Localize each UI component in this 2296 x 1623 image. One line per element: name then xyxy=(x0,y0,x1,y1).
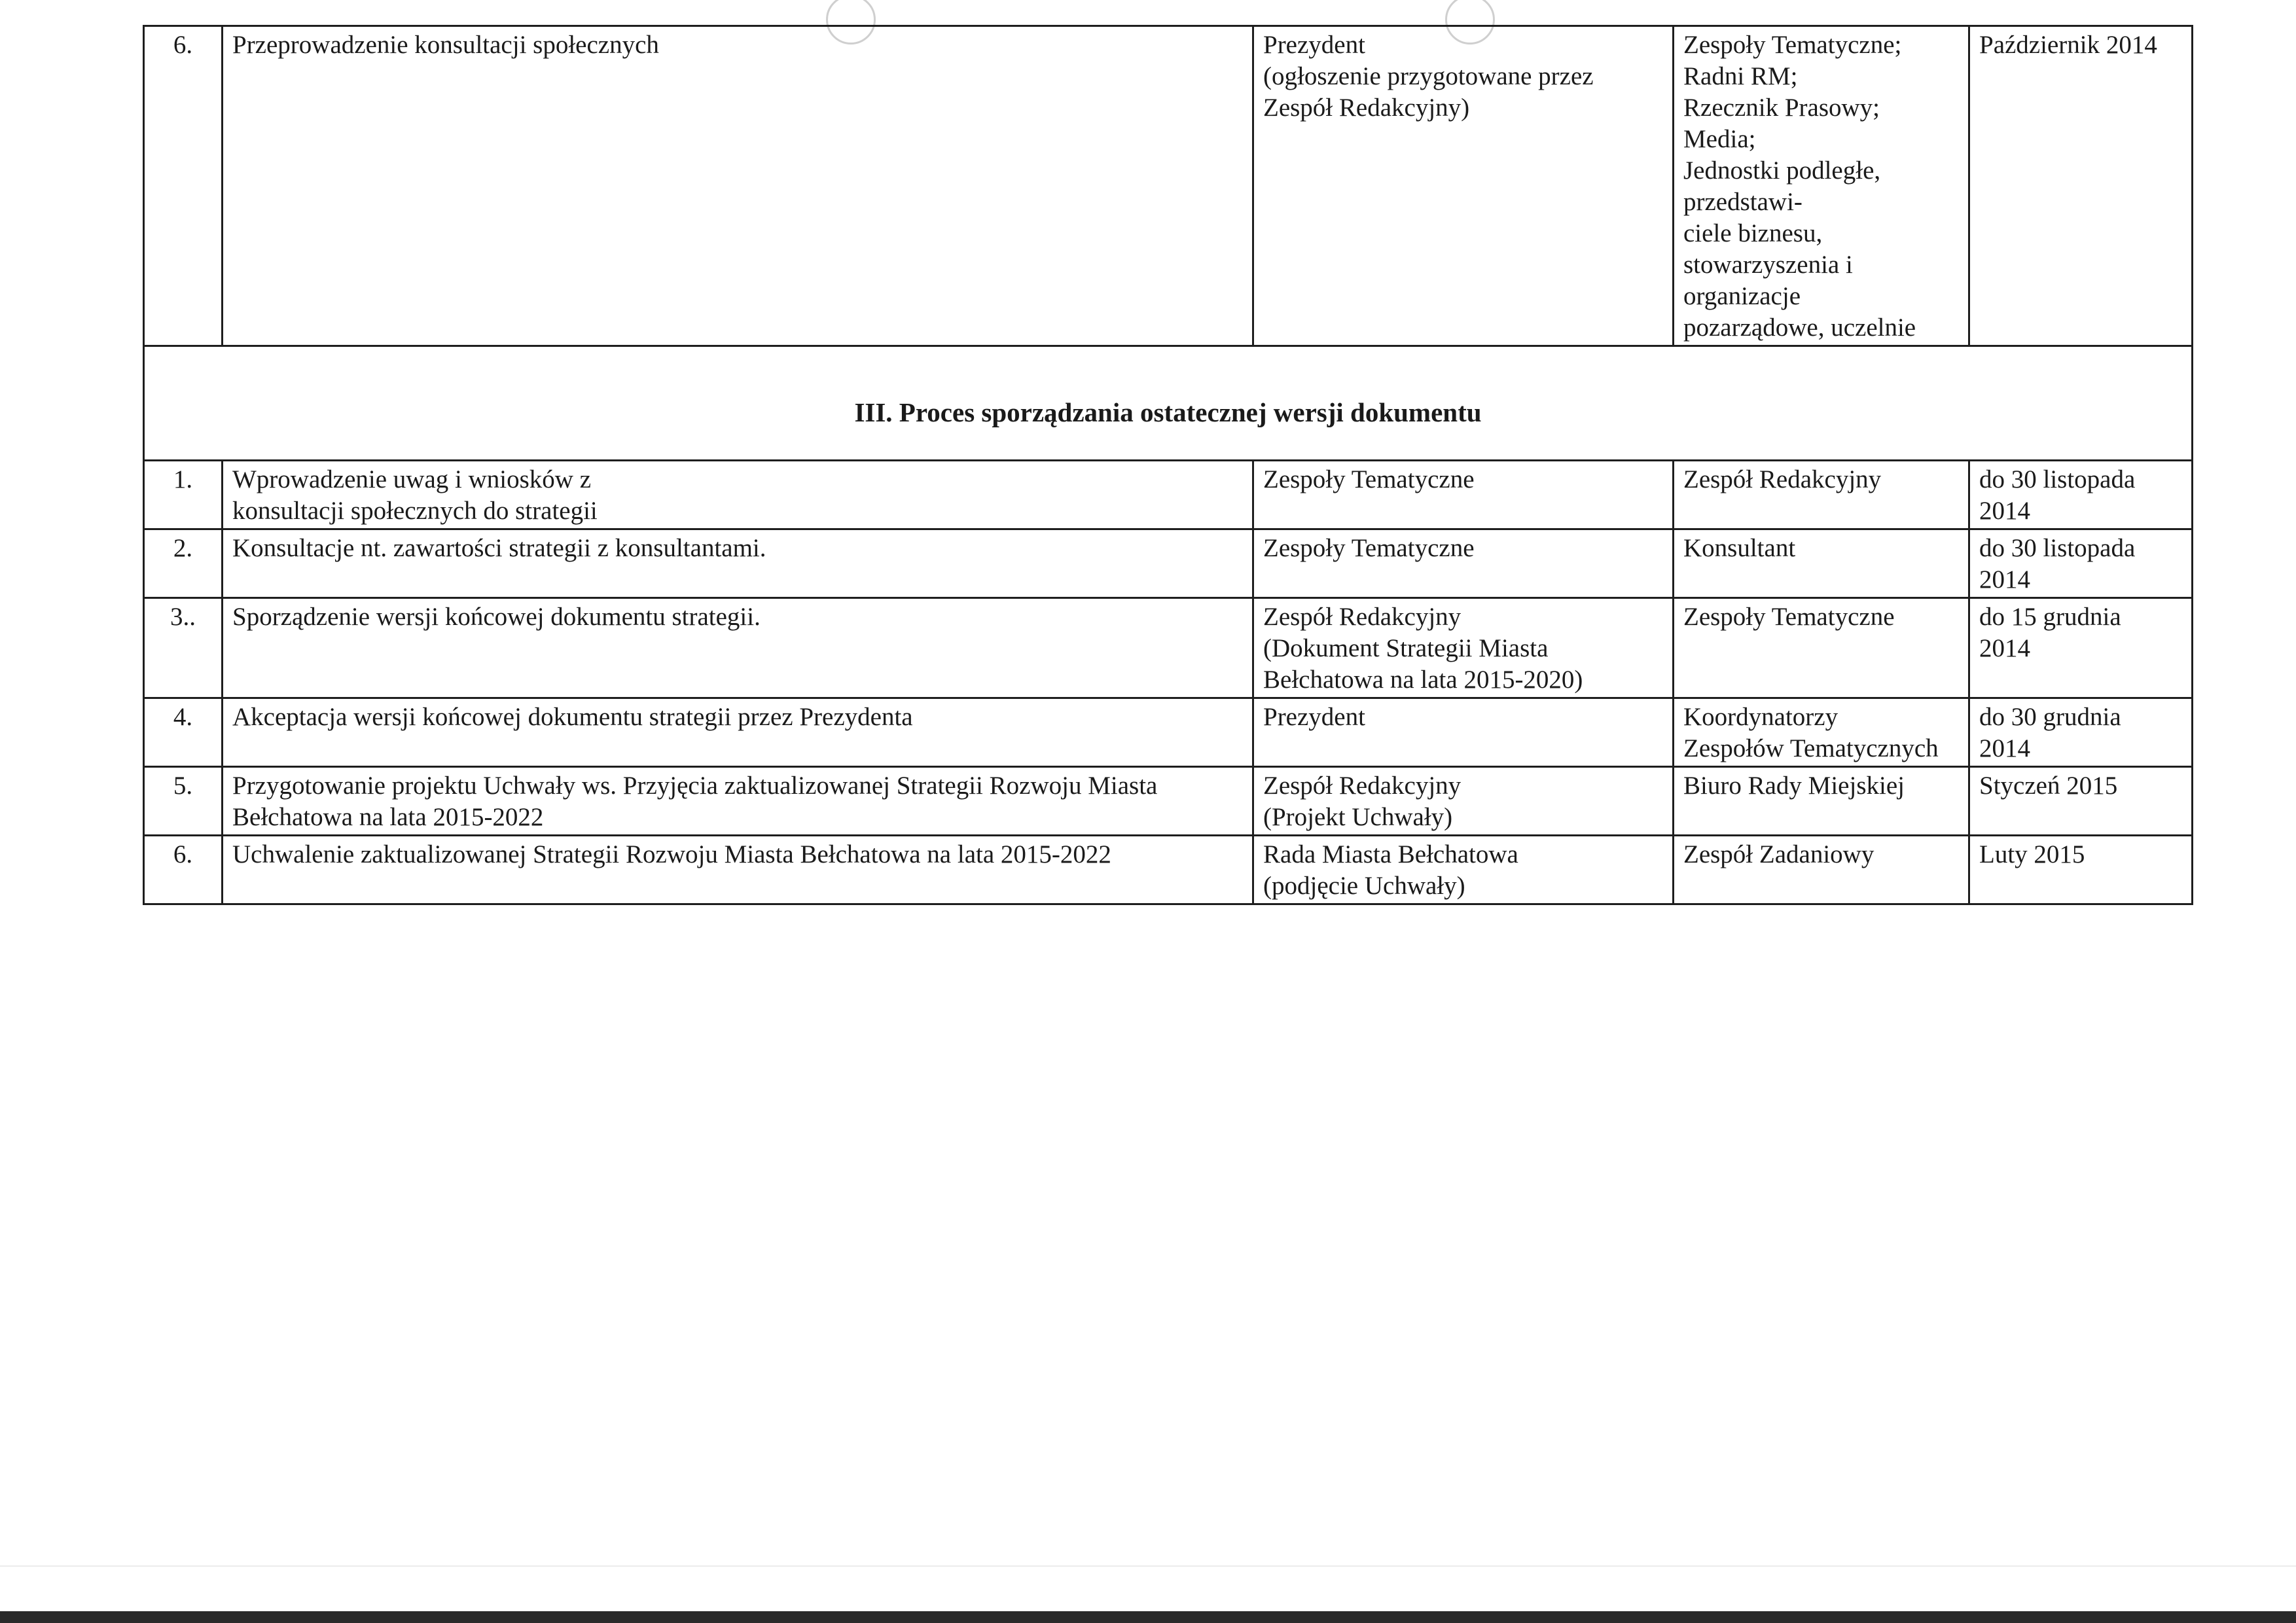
responsible-cell xyxy=(1253,529,1674,598)
cell-text-line: Konsultant xyxy=(1683,534,1796,562)
responsible-cell xyxy=(1253,26,1674,346)
cell-text-line: Zespół Zadaniowy xyxy=(1683,840,1874,868)
task-cell: Przeprowadzenie konsultacji społecznych xyxy=(223,26,1253,346)
row-number: 1. xyxy=(144,461,223,529)
cell-text-line: Koordynatorzy xyxy=(1683,703,1839,731)
section-rows xyxy=(144,461,2193,904)
cell-text-line: Sporządzenie wersji końcowej dokumentu strategii. xyxy=(232,603,761,631)
cell-text-line: organizacje xyxy=(1683,282,1801,310)
deadline-cell xyxy=(1969,767,2193,836)
cell-text-line: Bełchatowa na lata 2015-2020) xyxy=(1263,666,1583,694)
cell-text-line: Prezydent xyxy=(1263,31,1365,59)
task-cell xyxy=(223,767,1253,836)
task-cell xyxy=(223,461,1253,529)
cell-text-line: Media; xyxy=(1683,125,1756,153)
row-number: 6. xyxy=(144,836,223,904)
responsible-cell xyxy=(1253,698,1674,767)
deadline-cell xyxy=(1969,529,2193,598)
responsible-cell xyxy=(1253,767,1674,836)
cell-text-line: Radni RM; xyxy=(1683,62,1798,90)
cell-text-line: Wprowadzenie uwag i wniosków z xyxy=(232,465,591,493)
cell-text-line: Luty 2015 xyxy=(1979,840,2085,868)
row-number: 3.. xyxy=(144,598,223,698)
cell-text-line: Zespołów Tematycznych xyxy=(1683,734,1939,762)
participants-cell xyxy=(1674,461,1969,529)
cell-text-line: (podjęcie Uchwały) xyxy=(1263,872,1465,900)
cell-text-line: (Dokument Strategii Miasta xyxy=(1263,634,1549,662)
cell-text-line: do 30 listopada xyxy=(1979,534,2136,562)
cell-text-line: Zespół Redakcyjny) xyxy=(1263,94,1470,122)
cell-text-line: (Projekt Uchwały) xyxy=(1263,803,1453,831)
cell-text-line: Styczeń 2015 xyxy=(1979,772,2118,800)
cell-text-line: Konsultacje nt. zawartości strategii z konsultantami. xyxy=(232,534,766,562)
table-row xyxy=(144,767,2193,836)
cell-text-line: stowarzyszenia i xyxy=(1683,251,1853,279)
cell-text-line: Uchwalenie zaktualizowanej Strategii Rozwoju Miasta Bełchatowa na lata 2015-2022 xyxy=(232,840,1111,868)
cell-text-line: Biuro Rady Miejskiej xyxy=(1683,772,1905,800)
participants-cell xyxy=(1674,767,1969,836)
deadline-cell xyxy=(1969,598,2193,698)
deadline-cell xyxy=(1969,26,2193,346)
schedule-table xyxy=(143,25,2193,905)
cell-text-line: Przygotowanie projektu Uchwały ws. Przyjęcia zaktualizowanej Strategii Rozwoju Miasta xyxy=(232,772,1158,800)
cell-text-line: Zespoły Tematyczne; xyxy=(1683,31,1902,59)
cell-text-line: Prezydent xyxy=(1263,703,1365,731)
deadline-cell xyxy=(1969,698,2193,767)
cell-text-line: do 15 grudnia xyxy=(1979,603,2121,631)
deadline-cell xyxy=(1969,836,2193,904)
cell-text-line: Bełchatowa na lata 2015-2022 xyxy=(232,803,544,831)
scanner-bottom-band xyxy=(0,1611,2296,1623)
participants-cell xyxy=(1674,698,1969,767)
participants-cell xyxy=(1674,26,1969,346)
responsible-cell xyxy=(1253,598,1674,698)
cell-text-line: ciele biznesu, xyxy=(1683,219,1823,247)
table-row-consultations xyxy=(144,26,2193,346)
row-number: 4. xyxy=(144,698,223,767)
cell-text-line: Zespoły Tematyczne xyxy=(1263,465,1475,493)
cell-text-line: Rzecznik Prasowy; xyxy=(1683,94,1880,122)
cell-text-line: Październik 2014 xyxy=(1979,31,2157,59)
cell-text-line: Zespoły Tematyczne xyxy=(1683,603,1895,631)
section-header-row xyxy=(144,346,2193,461)
cell-text-line: 2014 xyxy=(1979,634,2030,662)
cell-text-line: Jednostki podległe, xyxy=(1683,156,1881,185)
table-row xyxy=(144,598,2193,698)
cell-text-line: Zespół Redakcyjny xyxy=(1263,772,1462,800)
cell-text-line: Zespoły Tematyczne xyxy=(1263,534,1475,562)
cell-text-line: Zespół Redakcyjny xyxy=(1263,603,1462,631)
table-row xyxy=(144,698,2193,767)
cell-text-line: 2014 xyxy=(1979,565,2030,594)
responsible-cell xyxy=(1253,461,1674,529)
row-number: 5. xyxy=(144,767,223,836)
task-cell xyxy=(223,598,1253,698)
cell-text-line: Rada Miasta Bełchatowa xyxy=(1263,840,1518,868)
responsible-cell xyxy=(1253,836,1674,904)
participants-cell xyxy=(1674,836,1969,904)
page-edge-line xyxy=(0,1565,2296,1567)
table-row xyxy=(144,461,2193,529)
row-number: 2. xyxy=(144,529,223,598)
section-title: III. Proces sporządzania ostatecznej wersji dokumentu xyxy=(144,346,2193,461)
task-cell xyxy=(223,529,1253,598)
cell-text-line: przedstawi- xyxy=(1683,188,1803,216)
cell-text-line: 2014 xyxy=(1979,734,2030,762)
cell-text-line: do 30 grudnia xyxy=(1979,703,2121,731)
cell-text-line: Akceptacja wersji końcowej dokumentu strategii przez Prezydenta xyxy=(232,703,913,731)
table-row xyxy=(144,836,2193,904)
cell-text-line: Zespół Redakcyjny xyxy=(1683,465,1882,493)
cell-text-line: pozarządowe, uczelnie xyxy=(1683,313,1916,342)
cell-text-line: konsultacji społecznych do strategii xyxy=(232,497,598,525)
cell-text-line: do 30 listopada xyxy=(1979,465,2136,493)
cell-text-line: (ogłoszenie przygotowane przez xyxy=(1263,62,1594,90)
participants-cell xyxy=(1674,598,1969,698)
participants-cell xyxy=(1674,529,1969,598)
task-cell xyxy=(223,836,1253,904)
cell-text-line: 2014 xyxy=(1979,497,2030,525)
deadline-cell xyxy=(1969,461,2193,529)
row-number: 6. xyxy=(144,26,223,346)
task-cell xyxy=(223,698,1253,767)
table-row xyxy=(144,529,2193,598)
